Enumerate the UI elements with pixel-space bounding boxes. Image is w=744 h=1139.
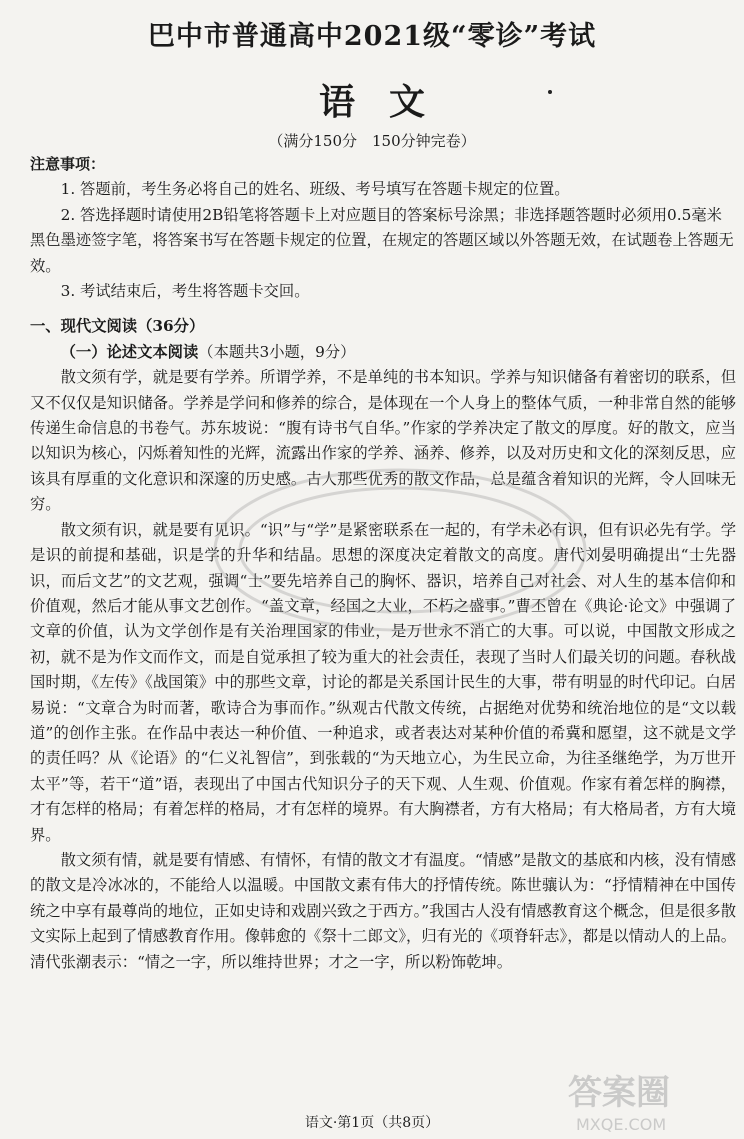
page-footer: 语文·第1页（共8页） <box>304 1115 440 1131</box>
subsection-heading <box>30 340 736 365</box>
notice-item-1: 1. 答题前，考生务必将自己的姓名、班级、考号填写在答题卡规定的位置。 <box>60 180 570 199</box>
notice-item-2: 2. 答选择题时请使用2B铅笔将答题卡上对应题目的答案标号涂黑；非选择题答题时必须用0.5毫米黑色墨迹签字笔，将答案书写在答题卡规定的位置，在规定的答题区域以外答题无效，在试题卷上答题无效。 <box>30 205 734 275</box>
watermark-subtext: MXQE.COM <box>576 1115 667 1134</box>
subject-title: 语文 <box>318 81 459 123</box>
paragraph-3: 散文须有情，就是要有情感、有情怀，有情的散文才有温度。“情感”是散文的基底和内核，没有情感的散文是冷冰冰的，不能给人以温暖。中国散文素有伟大的抒情传统。陈世骧认为：“抒情精神在中国传统之中享有最尊尚的地位，正如史诗和戏剧兴致之于西方。”我国古人没有情感教育这个概念，但是很多散文实际上起到了情感教育作用。像韩愈的《祭十二郎文》，归有光的《项脊轩志》，都是以情动人的上品。清代张潮表示：“情之一字，所以维持世界；才之一字，所以粉饰乾坤。 <box>30 850 736 971</box>
exam-meta: （满分150分 150分钟完卷） <box>268 132 476 150</box>
exam-title: 巴中市普通高中2021级“零诊”考试 <box>147 21 597 52</box>
subsection-title: （一）论述文本阅读 <box>60 342 199 361</box>
decorative-dot <box>548 90 552 94</box>
watermark-logo <box>560 1066 730 1136</box>
notice-item-3: 3. 考试结束后，考生将答题卡交回。 <box>60 282 310 301</box>
notice-title: 注意事项： <box>30 155 106 173</box>
paragraph-1: 散文须有学，就是要有学养。所谓学养，不是单纯的书本知识。学养与知识储备有着密切的联系，但又不仅仅是知识储备。学养是学问和修养的综合，是体现在一个人身上的整体气质，一种非常自然的能够传递生命信息的书卷气。苏东坡说：“腹有诗书气自华。”作家的学养决定了散文的厚度。好的散文，应当以知识为核心，闪烁着知性的光辉，流露出作家的学养、涵养、修养，以及对历史和文化的深刻反思，应该具有厚重的文化意识和深邃的历史感。古人那些优秀的散文作品，总是蕴含着知识的光辉，令人回味无穷。 <box>30 368 736 514</box>
paragraph-2: 散文须有识，就是要有见识。“识”与“学”是紧密联系在一起的，有学未必有识，但有识必先有学。学是识的前提和基础，识是学的升华和结晶。思想的深度决定着散文的高度。唐代刘晏明确提出“士先器识，而后文艺”的文艺观，强调“士”要先培养自己的胸怀、器识，培养自己对社会、对人生的基本信仰和价值观，然后才能从事文艺创作。“盖文章，经国之大业，不朽之盛事。”曹丕曾在《典论·论文》中强调了文章的价值，认为文学创作是有关治理国家的伟业，是万世永不消亡的大事。可以说，中国散文形成之初，就不是为作文而作文，而是自觉承担了较为重大的社会责任，表现了当时人们最关切的问题。春秋战国时期，《左传》《战国策》中的那些文章，讨论的都是关系国计民生的大事，带有明显的时代印记。白居易说：“文章合为时而著，歌诗合为事而作。”纵观古代散文传统，占据绝对优势和统治地位的是“文以载道”的创作主张。在作品中表达一种价值、一种追求，或者表达对某种价值的希冀和愿望，这不就是文学的责任吗？从《论语》的“仁义礼智信”，到张载的“为天地立心，为生民立命，为往圣继绝学，为万世开太平”等，若干“道”语，表现出了中国古代知识分子的天下观、人生观、价值观。作家有着怎样的胸襟，才有怎样的格局；有着怎样的格局，才有怎样的境界。有大胸襟者，方有大格局；有大格局者，方有大境界。 <box>30 520 736 844</box>
watermark-seal-center <box>200 450 600 650</box>
section-heading: 一、现代文阅读（36分） <box>30 317 205 336</box>
watermark-text: 答案圈 <box>568 1073 670 1113</box>
subsection-note: （本题共3小题，9分） <box>198 342 356 361</box>
